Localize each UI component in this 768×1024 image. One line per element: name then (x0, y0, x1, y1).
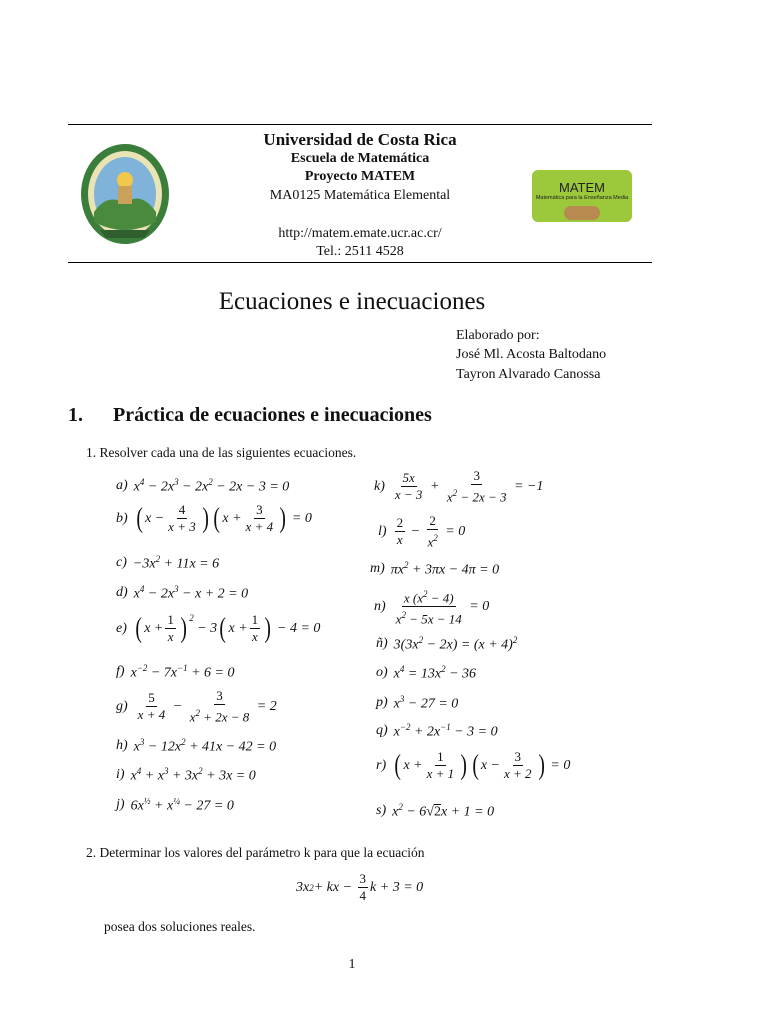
matem-logo-subtitle: Matemática para la Enseñanza Media (535, 195, 629, 201)
item-label: g) (116, 698, 128, 714)
section-title: Práctica de ecuaciones e inecuaciones (113, 404, 432, 426)
school-name: Escuela de Matemática (290, 151, 430, 166)
item-label: q) (376, 723, 388, 739)
equation-item-l (378, 514, 465, 549)
equation-h: $x^3 - 12x^2 + 41x - 42 = 0$ (133, 737, 277, 755)
item-label: b) (116, 510, 128, 526)
document-title: Ecuaciones e inecuaciones (218, 288, 486, 315)
item-label: e) (116, 620, 127, 636)
equation-item-c (116, 554, 219, 573)
phone-number: Tel.: 2511 4528 (316, 244, 404, 259)
matem-logo-emblem (564, 206, 600, 220)
equation-item-k (374, 469, 543, 504)
exercise-2-prompt: 2. Determinar los valores del parámetro k para que la ecuación (86, 845, 425, 860)
equation-m: $\pi x^2 + 3\pi x - 4\pi = 0$ (390, 560, 500, 578)
item-label: l) (378, 523, 387, 539)
equation-r: ( x + $\frac{1}{x + 1}$ ) ( x − $\frac{3}{x + 2}$ ) = 0 (394, 749, 571, 781)
author-name: Tayron Alvarado Canossa (456, 367, 601, 382)
equation-g: $\frac{5}{x + 4}$ − $\frac{3}{x^2 + 2x - 8}$ = 2 (137, 688, 277, 725)
equation-j: $6x^{\frac{1}{2}} + x^{\frac{1}{4}} - 27 = 0$ (130, 796, 234, 814)
item-label: f) (116, 664, 125, 680)
item-label: o) (376, 665, 388, 681)
equation-item-f (116, 663, 235, 682)
item-label: j) (116, 797, 125, 813)
item-label: s) (376, 803, 387, 819)
item-label: k) (374, 478, 385, 494)
equation-i: $x^4 + x^3 + 3x^2 + 3x = 0$ (130, 766, 256, 784)
equation-e: ( x + $\frac{1}{x}$ ) $^2$ − 3 ( x + $\frac{1}{x}$ ) − 4 = 0 (135, 612, 321, 644)
parameter-equation: 3x 2 + kx − $\frac{3}{4}$ k + 3 = 0 (296, 871, 424, 903)
exercise-2-followup: posea dos soluciones reales. (104, 919, 256, 934)
section-number: 1. (68, 404, 83, 426)
equation-item-p (376, 694, 458, 713)
equation-enye: $3(3x^2 - 2x) = (x + 4)^2$ (393, 635, 518, 653)
equation-item-enye (376, 635, 517, 654)
author-name: José Ml. Acosta Baltodano (456, 347, 607, 362)
equation-item-o (376, 664, 476, 683)
equation-item-g (116, 689, 277, 724)
equation-c: $-3x^2 + 11x = 6$ (132, 554, 220, 572)
item-label: i) (116, 767, 125, 783)
equation-k: $\frac{5x}{x - 3}$ + $\frac{3}{x^2 - 2x - 3}$ = −1 (394, 468, 544, 505)
header-top-rule (68, 124, 652, 125)
equation-item-b (116, 503, 312, 534)
equation-o: $x^4 = 13x^2 - 36$ (393, 664, 477, 682)
page-number: 1 (348, 957, 356, 972)
equation-n: $\frac{x (x^2 - 4)}{x^2 - 5x - 14}$ = 0 (395, 589, 490, 627)
equation-item-s (376, 802, 494, 821)
item-label: r) (376, 757, 387, 773)
item-label: p) (376, 695, 388, 711)
equation-item-j (116, 796, 234, 815)
equation-item-a (116, 477, 289, 496)
equation-b: ( x − $\frac{4}{x + 3}$ ) ( x + $\frac{3}{x + 4}$ ) = 0 (136, 502, 312, 534)
header-bottom-rule (68, 262, 652, 263)
equation-item-h (116, 737, 276, 756)
equation-item-i (116, 766, 256, 785)
equation-item-q (376, 722, 498, 741)
equation-q: $x^{-2} + 2x^{-1} - 3 = 0$ (393, 722, 498, 740)
equation-p: $x^3 - 27 = 0$ (393, 694, 459, 712)
exercise-1-prompt: 1. Resolver cada una de las siguientes ecuaciones. (86, 445, 357, 460)
equation-d: $x^4 - 2x^3 - x + 2 = 0$ (133, 584, 249, 602)
matem-logo (518, 170, 646, 222)
item-label: ñ) (376, 636, 388, 652)
project-url[interactable]: http://matem.emate.ucr.ac.cr/ (278, 226, 442, 241)
authors-label: Elaborado por: (456, 328, 540, 343)
equation-a: $x^4 - 2x^3 - 2x^2 - 2x - 3 = 0$ (133, 477, 290, 495)
item-label: c) (116, 555, 127, 571)
course-name: MA0125 Matemática Elemental (269, 188, 451, 203)
item-label: n) (374, 598, 386, 614)
item-label: h) (116, 738, 128, 754)
equation-item-d (116, 584, 248, 603)
equation-item-e (116, 613, 320, 644)
item-label: m) (370, 561, 385, 577)
university-name: Universidad de Costa Rica (263, 130, 457, 149)
project-name: Proyecto MATEM (304, 169, 416, 184)
item-label: d) (116, 585, 128, 601)
equation-s: $x^2 - 6√2x + 1 = 0$ (392, 802, 495, 820)
equation-item-m (370, 560, 499, 579)
equation-item-r (376, 750, 570, 781)
equation-f: $x^{-2} - 7x^{-1} + 6 = 0$ (130, 663, 235, 681)
equation-l: $\frac{2}{x}$ − $\frac{2}{x^2}$ = 0 (396, 513, 466, 550)
equation-item-n (374, 587, 489, 627)
item-label: a) (116, 478, 128, 494)
matem-logo-title: MATEM (559, 180, 605, 195)
exercise-2-equation (296, 872, 423, 903)
